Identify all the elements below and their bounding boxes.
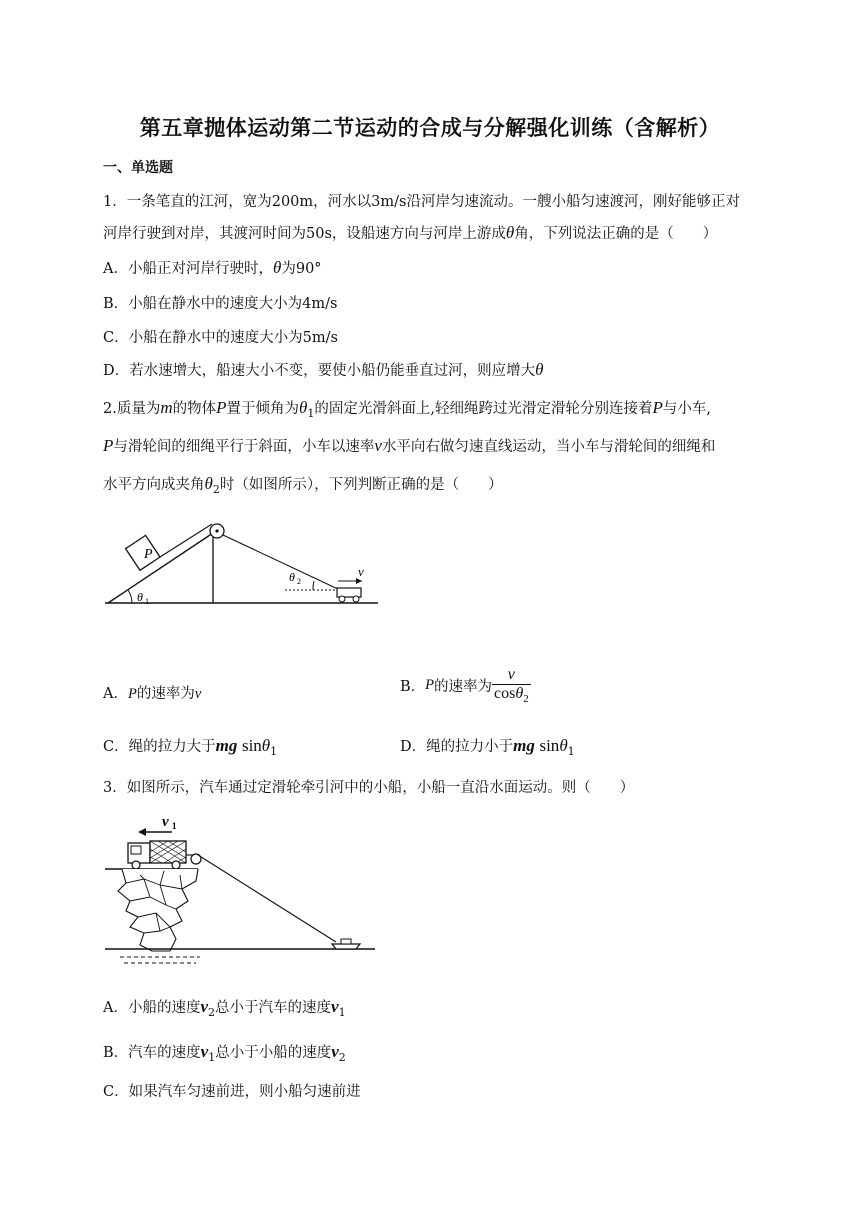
q1-option-b: B．小船在静水中的速度大小为4m/s — [103, 296, 338, 312]
svg-text:2: 2 — [297, 577, 301, 586]
rope-to-block — [160, 524, 212, 557]
q3-option-b: B．汽车的速度$v_1$总小于小船的速度$v_2$ — [103, 1042, 346, 1064]
q1-stem-line2: 河岸行驶到对岸，其渡河时间为50s，设船速方向与河岸上游成θ角，下列说法正确的是（ ） — [103, 223, 718, 242]
q1-option-d: D．若水速增大，船速大小不变，要使小船仍能垂直过河，则应增大θ — [103, 360, 544, 379]
velocity-label: v — [358, 564, 364, 579]
incline-line — [108, 533, 213, 603]
theta-symbol: θ — [272, 258, 282, 277]
q3-option-c: C．如果汽车匀速前进，则小船匀速前进 — [103, 1084, 361, 1100]
svg-text:θ: θ — [289, 570, 295, 584]
boat-icon — [332, 944, 360, 949]
q2-option-b: B．P的速率为 $\frac{v}{\cos\theta_2}$ — [400, 666, 529, 705]
document-title: 第五章抛体运动第二节运动的合成与分解强化训练（含解析） — [139, 116, 721, 140]
block-p-label: P — [144, 547, 153, 562]
svg-text:θ: θ — [137, 590, 143, 604]
theta-symbol: θ — [505, 223, 515, 242]
q2-option-c: C．绳的拉力大于mg sinθ$_1$ — [103, 736, 278, 758]
rope-to-boat — [198, 855, 336, 942]
fraction-v-over-cos: $\frac{v}{\cos\theta_2}$ — [494, 666, 529, 705]
q3-option-a: A．小船的速度$v_2$总小于汽车的速度$v_1$ — [103, 997, 346, 1019]
block-p — [126, 535, 160, 570]
section-heading: 一、单选题 — [103, 160, 173, 176]
q2-option-a: A．P的速率为v — [103, 686, 202, 702]
v1-label: v — [162, 814, 169, 830]
q1-option-a: A．小船正对河岸行驶时，θ为90° — [103, 258, 322, 277]
svg-text:1: 1 — [145, 597, 149, 606]
q3-stem: 3．如图所示，汽车通过定滑轮牵引河中的小船，小船一直沿水面运动。则（ ） — [103, 780, 635, 796]
q1-option-c: C．小船在静水中的速度大小为5m/s — [103, 330, 338, 346]
cart-icon — [337, 588, 361, 597]
theta-symbol: θ — [535, 360, 544, 379]
svg-text:1: 1 — [172, 821, 177, 831]
q2-stem-line1: 2.质量为m的物体P置于倾角为$\theta_1$的固定光滑斜面上,轻细绳跨过光滑定滑轮分别连接着P与小车, — [103, 398, 711, 420]
rope-to-cart — [223, 535, 340, 590]
q1-stem-line1: 1．一条笔直的江河，宽为200m，河水以3m/s沿河岸匀速流动。一艘小船匀速渡河，刚好能够正对 — [103, 194, 740, 210]
q3-truck-boat-figure — [100, 805, 380, 970]
q2-option-d: D．绳的拉力小于mg sinθ$_1$ — [400, 736, 575, 758]
q2-stem-line2: P与滑轮间的细绳平行于斜面，小车以速率v水平向右做匀速直线运动，当小车与滑轮间的细绳和 — [103, 436, 716, 455]
q2-stem-line3: 水平方向成夹角$\theta_2$时（如图所示），下列判断正确的是（ ） — [103, 474, 503, 496]
q2-incline-pulley-figure — [100, 515, 385, 615]
